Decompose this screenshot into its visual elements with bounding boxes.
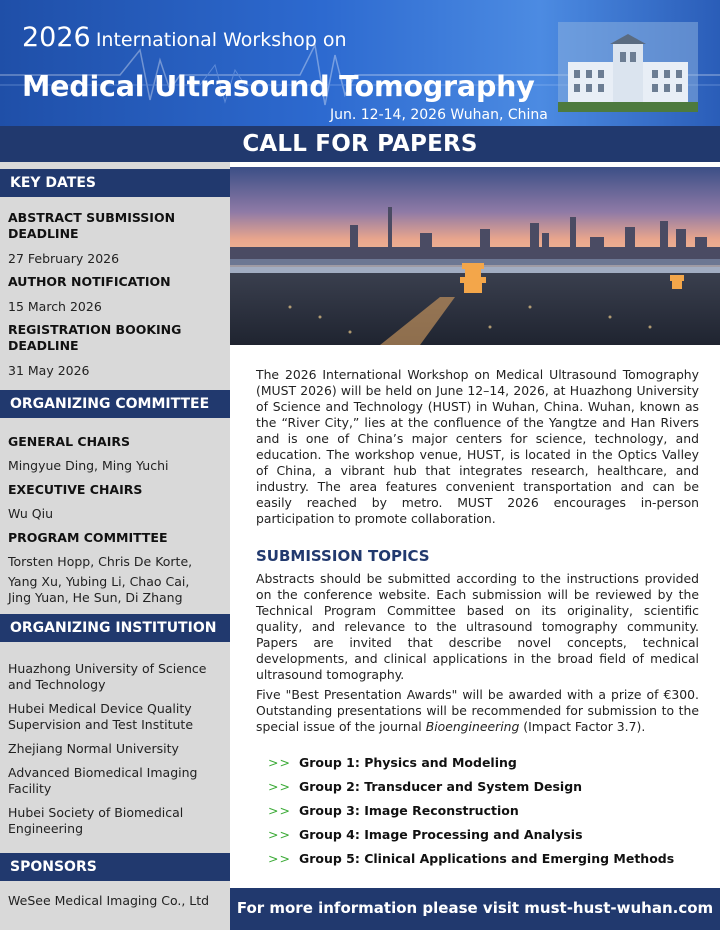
arrow-icon: >> — [268, 755, 291, 770]
submission-topics-heading: SUBMISSION TOPICS — [256, 547, 430, 565]
committee-label: PROGRAM COMMITTEE — [8, 530, 168, 545]
call-for-papers-banner: CALL FOR PAPERS — [0, 126, 720, 162]
key-date-label: REGISTRATION BOOKING DEADLINE — [8, 322, 182, 353]
organizing-committee-heading: ORGANIZING COMMITTEE — [0, 390, 230, 418]
topic-group-label: Group 4: Image Processing and Analysis — [298, 827, 583, 842]
key-date-value: 27 February 2026 — [8, 251, 120, 266]
institution-item: Hubei Society of Biomedical Engineering — [8, 805, 184, 836]
key-date-value: 31 May 2026 — [8, 363, 90, 378]
awards-paragraph — [256, 687, 699, 735]
committee-label: GENERAL CHAIRS — [8, 434, 131, 449]
committee-value: Mingyue Ding, Ming Yuchi — [8, 458, 169, 473]
topic-group — [268, 851, 674, 866]
awards-text: Five "Best Presentation Awards" will be awarded with a prize of €300. Outstanding presentations will be recommended for submission to the special issue of the journal — [256, 687, 699, 734]
workshop-line1: International Workshop on — [95, 29, 347, 51]
topic-group-label: Group 3: Image Reconstruction — [298, 803, 519, 818]
key-date-label: ABSTRACT SUBMISSION DEADLINE — [8, 210, 176, 241]
workshop-date-location: Jun. 12-14, 2026 Wuhan, China — [330, 107, 548, 123]
workshop-subtitle — [22, 22, 347, 53]
institution-item: Huazhong University of Science and Technology — [8, 661, 207, 692]
submission-paragraph: Abstracts should be submitted according to the instructions provided on the conference website. Each submission will be reviewed by the Technical Program Committee based on its originality, scientific quality, and relevance to the ultrasound tomography community. Papers are invited that describe novel concepts, technical developments, and clinical applications in the broad field of medical ultrasound tomography. — [256, 571, 699, 682]
journal-name: Bioengineering — [425, 719, 520, 734]
wuhan-city-photo — [230, 167, 720, 345]
sponsors-heading: SPONSORS — [0, 853, 230, 881]
sponsor-item: WeSee Medical Imaging Co., Ltd — [8, 893, 210, 908]
arrow-icon: >> — [268, 851, 291, 866]
topic-group — [268, 803, 519, 818]
topic-group-label: Group 5: Clinical Applications and Emerging Methods — [298, 851, 675, 866]
key-date-label: AUTHOR NOTIFICATION — [8, 274, 171, 289]
workshop-year: 2026 — [22, 22, 91, 53]
institution-item: Zhejiang Normal University — [8, 741, 179, 756]
committee-value: Jing Yuan, He Sun, Di Zhang — [8, 590, 183, 605]
workshop-title: Medical Ultrasound Tomography — [22, 70, 535, 103]
committee-label: EXECUTIVE CHAIRS — [8, 482, 143, 497]
header-banner — [0, 0, 720, 126]
footer-website-banner: For more information please visit must-hust-wuhan.com — [230, 888, 720, 930]
institution-item: Hubei Medical Device Quality Supervision and Test Institute — [8, 701, 194, 732]
key-date-value: 15 March 2026 — [8, 299, 102, 314]
committee-value: Wu Qiu — [8, 506, 54, 521]
topic-group-label: Group 2: Transducer and System Design — [298, 779, 583, 794]
arrow-icon: >> — [268, 779, 291, 794]
organizing-institution-heading: ORGANIZING INSTITUTION — [0, 614, 230, 642]
committee-value: Yang Xu, Yubing Li, Chao Cai, — [8, 574, 190, 589]
key-dates-heading: KEY DATES — [0, 169, 230, 197]
topic-group — [268, 779, 582, 794]
topic-group — [268, 827, 583, 842]
topic-group — [268, 755, 517, 770]
arrow-icon: >> — [268, 803, 291, 818]
institution-item: Advanced Biomedical Imaging Facility — [8, 765, 198, 796]
arrow-icon: >> — [268, 827, 291, 842]
university-building-image — [558, 22, 698, 112]
intro-paragraph: The 2026 International Workshop on Medical Ultrasound Tomography (MUST 2026) will be held on June 12–14, 2026, at Huazhong University of Science and Technology (HUST) in Wuhan, China. Wuhan, known as the “River City,” lies at the confluence of the Yangtze and Han Rivers and is one of China’s major centers for science, technology, and education. The workshop venue, HUST, is located in the Optics Valley of China, a vibrant hub that integrates research, healthcare, and industry. The area features convenient transportation and can be easily reached by metro. MUST 2026 encourages in-person participation to promote collaboration. — [256, 367, 699, 526]
topic-group-label: Group 1: Physics and Modeling — [298, 755, 517, 770]
impact-factor-text: (Impact Factor 3.7). — [519, 719, 646, 734]
committee-value: Torsten Hopp, Chris De Korte, — [8, 554, 193, 569]
